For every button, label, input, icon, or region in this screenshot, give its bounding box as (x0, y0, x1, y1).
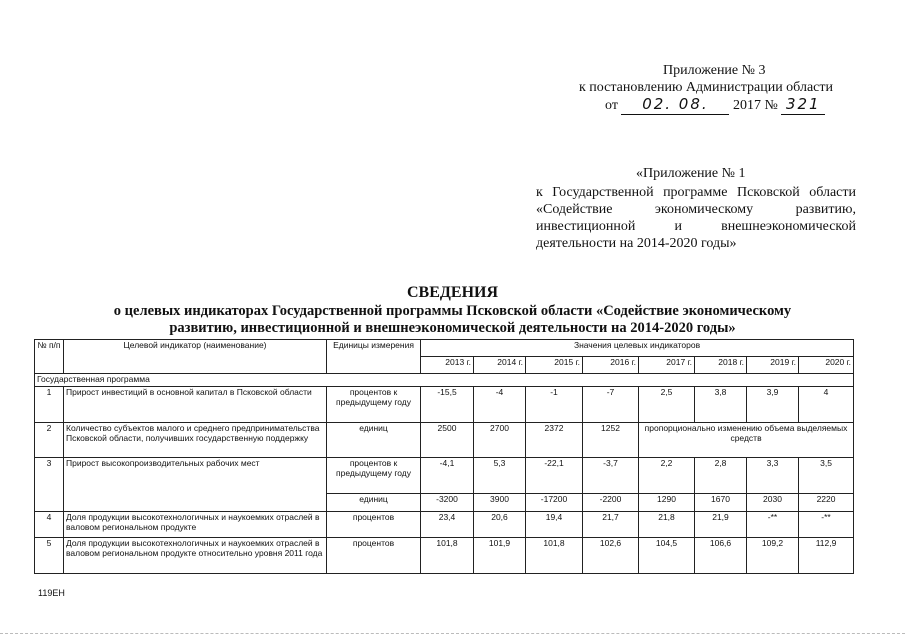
table-row (35, 538, 854, 574)
row-num: 2 (35, 423, 64, 458)
row-indicator: Прирост инвестиций в основной капитал в Псковской области (64, 387, 327, 423)
value-cell: 21,8 (639, 512, 695, 538)
table-row (35, 423, 854, 458)
value-cell: 21,9 (695, 512, 747, 538)
table-row (35, 458, 854, 494)
row-unit: процентов к предыдущему году (327, 458, 421, 494)
value-cell: 3,3 (747, 458, 799, 494)
value-cell: 2372 (526, 423, 583, 458)
appendix3-decree: к постановлению Администрации области (579, 80, 833, 95)
value-cell: 101,8 (421, 538, 474, 574)
value-cell: 19,4 (526, 512, 583, 538)
year-header: 2018 г. (695, 357, 747, 374)
year-header: 2015 г. (526, 357, 583, 374)
appendix1-body: к Государственной программе Псковской области «Содействие экономическому развитию, инвестиционной и внешнеэкономической деятельности на 2014-2020 годы» (536, 185, 856, 251)
appendix3-block (575, 62, 865, 115)
value-cell: 4 (799, 387, 854, 423)
value-cell: 21,7 (583, 512, 639, 538)
table-row (35, 387, 854, 423)
year-label: 2017 № (732, 98, 778, 113)
value-cell: 101,8 (526, 538, 583, 574)
value-cell: 5,3 (474, 458, 526, 494)
row-indicator: Количество субъектов малого и среднего предпринимательства Псковской области, получивших государственную поддержку (64, 423, 327, 458)
date-field (621, 96, 729, 115)
proportional-note: пропорционально изменению объема выделяемых средств (639, 423, 854, 458)
value-cell: 1290 (639, 494, 695, 512)
value-cell: 102,6 (583, 538, 639, 574)
row-unit: процентов (327, 538, 421, 574)
value-cell: 101,9 (474, 538, 526, 574)
value-cell: 112,9 (799, 538, 854, 574)
header-units: Единицы измерения (327, 340, 421, 374)
value-cell: -22,1 (526, 458, 583, 494)
row-unit: процентов (327, 512, 421, 538)
appendix1-title: «Приложение № 1 (636, 166, 746, 181)
number-field (781, 96, 825, 115)
value-cell: -3,7 (583, 458, 639, 494)
value-cell: -2200 (583, 494, 639, 512)
row-indicator: Доля продукции высокотехнологичных и наукоемких отраслей в валовом региональном продукте (64, 512, 327, 538)
value-cell: -4 (474, 387, 526, 423)
value-cell: 109,2 (747, 538, 799, 574)
handwritten-number: 321 (785, 95, 821, 113)
value-cell: -7 (583, 387, 639, 423)
row-unit: процентов к предыдущему году (327, 387, 421, 423)
row-num: 3 (35, 458, 64, 512)
value-cell: 2,5 (639, 387, 695, 423)
appendix1-block (536, 165, 856, 252)
table-row (35, 512, 854, 538)
document-subtitle-line2: развитию, инвестиционной и внешнеэкономической деятельности на 2014-2020 годы» (169, 320, 736, 336)
row-indicator: Прирост высокопроизводительных рабочих мест (64, 458, 327, 512)
row-indicator: Доля продукции высокотехнологичных и наукоемких отраслей в валовом региональном продукте относительно уровня 2011 года (64, 538, 327, 574)
ot-label: от (605, 98, 618, 113)
document-title: СВЕДЕНИЯ (406, 284, 499, 301)
appendix3-title: Приложение № 3 (663, 63, 766, 78)
header-indicator: Целевой индикатор (наименование) (64, 340, 327, 374)
year-header: 2017 г. (639, 357, 695, 374)
page-edge-divider (0, 633, 905, 635)
indicators-table (34, 339, 854, 574)
value-cell: 2220 (799, 494, 854, 512)
value-cell: -15,5 (421, 387, 474, 423)
document-subtitle-line1: о целевых индикаторах Государственной программы Псковской области «Содействие экономическому (113, 303, 792, 319)
row-num: 1 (35, 387, 64, 423)
value-cell: -17200 (526, 494, 583, 512)
year-header: 2013 г. (421, 357, 474, 374)
value-cell: 2,8 (695, 458, 747, 494)
row-unit: единиц (327, 423, 421, 458)
value-cell: 3900 (474, 494, 526, 512)
value-cell: 3,5 (799, 458, 854, 494)
handwritten-date: 02. 08. (642, 95, 709, 113)
row-num: 5 (35, 538, 64, 574)
year-header: 2020 г. (799, 357, 854, 374)
header-values: Значения целевых индикаторов (421, 340, 854, 357)
row-unit: единиц (327, 494, 421, 512)
section-row: Государственная программа (35, 374, 854, 387)
value-cell: 2030 (747, 494, 799, 512)
year-header: 2016 г. (583, 357, 639, 374)
value-cell: 1252 (583, 423, 639, 458)
value-cell: 23,4 (421, 512, 474, 538)
value-cell: -** (747, 512, 799, 538)
value-cell: -3200 (421, 494, 474, 512)
value-cell: 2,2 (639, 458, 695, 494)
row-num: 4 (35, 512, 64, 538)
year-header: 2014 г. (474, 357, 526, 374)
value-cell: 3,9 (747, 387, 799, 423)
value-cell: 2700 (474, 423, 526, 458)
value-cell: -4,1 (421, 458, 474, 494)
document-code: 119ЕН (38, 588, 65, 598)
value-cell: 104,5 (639, 538, 695, 574)
value-cell: -** (799, 512, 854, 538)
appendix3-date-line (575, 96, 865, 115)
value-cell: 1670 (695, 494, 747, 512)
value-cell: 20,6 (474, 512, 526, 538)
value-cell: 2500 (421, 423, 474, 458)
value-cell: 106,6 (695, 538, 747, 574)
header-num: № п/п (35, 340, 64, 374)
year-header: 2019 г. (747, 357, 799, 374)
value-cell: -1 (526, 387, 583, 423)
value-cell: 3,8 (695, 387, 747, 423)
